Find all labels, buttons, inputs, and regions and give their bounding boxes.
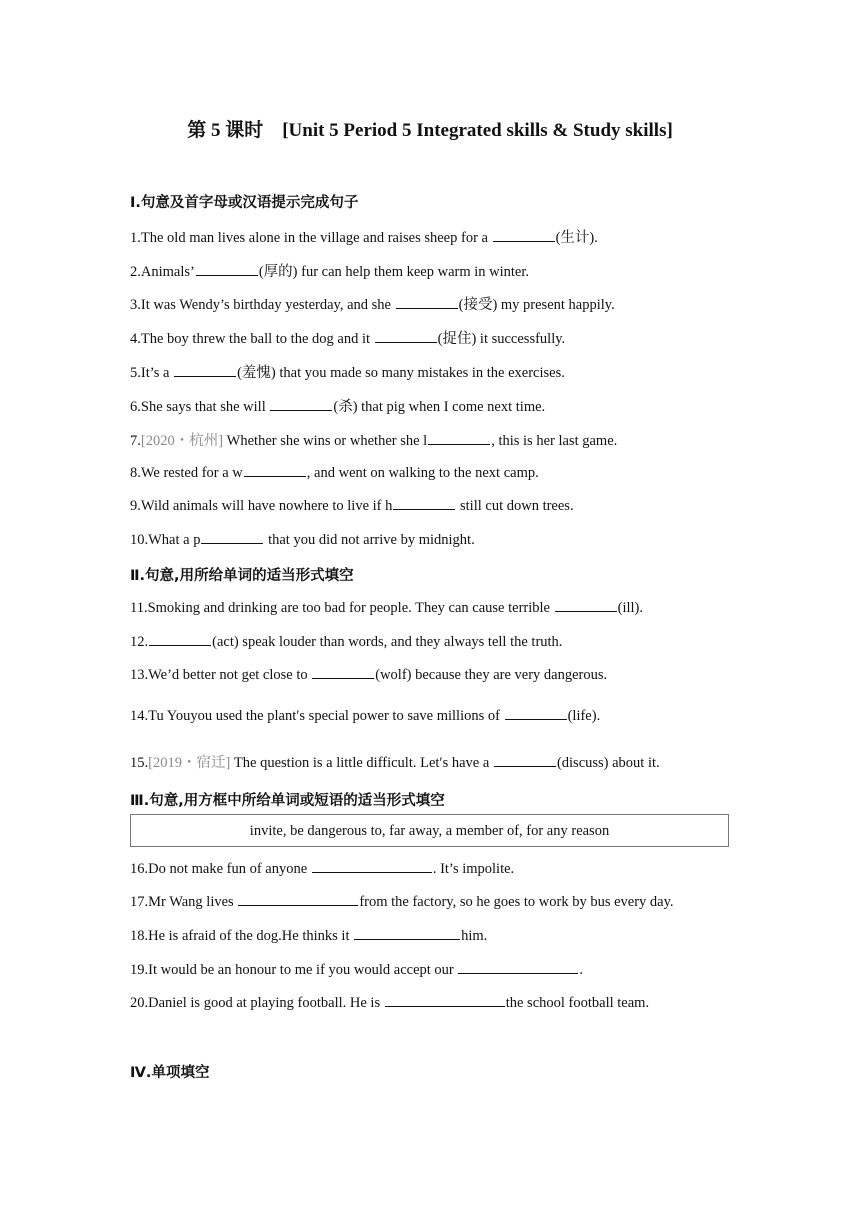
answer-blank[interactable] bbox=[174, 363, 236, 377]
question-5 bbox=[130, 361, 565, 382]
question-hint: (厚的) fur can help them keep warm in winter. bbox=[258, 264, 530, 280]
question-text: 5.It’s a bbox=[130, 365, 174, 381]
answer-blank[interactable] bbox=[312, 665, 374, 679]
question-2 bbox=[130, 260, 529, 281]
answer-blank[interactable] bbox=[385, 993, 505, 1007]
question-hint: (接受) my present happily. bbox=[458, 297, 615, 313]
question-hint: (wolf) because they are very dangerous. bbox=[375, 667, 608, 683]
question-text: Whether she wins or whether she l bbox=[223, 433, 428, 449]
question-text: 2.Animals’ bbox=[130, 264, 195, 280]
answer-blank[interactable] bbox=[555, 598, 617, 612]
question-source: [2020・杭州] bbox=[140, 433, 224, 449]
answer-blank[interactable] bbox=[458, 960, 578, 974]
question-18 bbox=[130, 926, 487, 945]
answer-blank[interactable] bbox=[396, 295, 458, 309]
section-3-heading: Ⅲ.句意,用方框中所给单词或短语的适当形式填空 bbox=[130, 793, 445, 809]
answer-blank[interactable] bbox=[428, 431, 490, 445]
answer-blank[interactable] bbox=[238, 892, 358, 906]
question-tail: that you did not arrive by midnight. bbox=[264, 532, 475, 548]
question-20 bbox=[130, 993, 649, 1012]
question-text: 11.Smoking and drinking are too bad for people. They can cause terrible bbox=[130, 600, 554, 616]
question-11 bbox=[130, 598, 643, 617]
question-16 bbox=[130, 859, 514, 878]
question-tail: . It’s impolite. bbox=[432, 861, 515, 877]
question-tail: still cut down trees. bbox=[456, 498, 574, 514]
question-source: [2019・宿迁] bbox=[148, 755, 231, 771]
question-text: 10.What a p bbox=[130, 532, 201, 548]
answer-blank[interactable] bbox=[270, 397, 332, 411]
question-14 bbox=[130, 706, 600, 725]
question-text: 1.The old man lives alone in the village and raises sheep for a bbox=[130, 230, 492, 246]
question-hint: (生计). bbox=[555, 230, 598, 246]
question-text: 14.Tu Youyou used the plant′s special power to save millions of bbox=[130, 708, 504, 724]
question-9 bbox=[130, 496, 574, 515]
question-hint: (discuss) about it. bbox=[556, 755, 660, 771]
question-6 bbox=[130, 395, 545, 416]
word-box: invite, be dangerous to, far away, a member of, for any reason bbox=[130, 814, 729, 847]
question-text: 17.Mr Wang lives bbox=[130, 894, 238, 910]
question-text: 12. bbox=[130, 634, 149, 650]
question-hint: (ill). bbox=[617, 600, 643, 616]
question-10 bbox=[130, 530, 475, 549]
question-tail: the school football team. bbox=[505, 995, 650, 1011]
answer-blank[interactable] bbox=[244, 463, 306, 477]
answer-blank[interactable] bbox=[149, 632, 211, 646]
question-hint: (捉住) it successfully. bbox=[437, 331, 566, 347]
section-1-heading: Ⅰ.句意及首字母或汉语提示完成句子 bbox=[130, 195, 359, 211]
question-8 bbox=[130, 463, 539, 482]
answer-blank[interactable] bbox=[312, 859, 432, 873]
question-3 bbox=[130, 293, 615, 314]
question-1 bbox=[130, 226, 598, 247]
question-text: 4.The boy threw the ball to the dog and it bbox=[130, 331, 374, 347]
answer-blank[interactable] bbox=[493, 228, 555, 242]
question-text: 13.We’d better not get close to bbox=[130, 667, 312, 683]
page-title: 第 5 课时 [Unit 5 Period 5 Integrated skills & Study skills] bbox=[187, 120, 673, 141]
question-hint: (羞愧) that you made so many mistakes in the exercises. bbox=[237, 365, 565, 381]
question-tail: from the factory, so he goes to work by bus every day. bbox=[359, 894, 674, 910]
answer-blank[interactable] bbox=[375, 329, 437, 343]
question-12 bbox=[130, 632, 562, 651]
question-text: 19.It would be an honour to me if you would accept our bbox=[130, 962, 458, 978]
question-text: The question is a little difficult. Let′s have a bbox=[230, 755, 493, 771]
answer-blank[interactable] bbox=[494, 753, 556, 767]
answer-blank[interactable] bbox=[354, 926, 460, 940]
question-text: 8.We rested for a w bbox=[130, 465, 243, 481]
question-text: 6.She says that she will bbox=[130, 399, 270, 415]
question-tail: him. bbox=[461, 928, 488, 944]
question-tail: . bbox=[579, 962, 584, 978]
question-7 bbox=[130, 429, 617, 450]
question-text: 16.Do not make fun of anyone bbox=[130, 861, 311, 877]
answer-blank[interactable] bbox=[196, 262, 258, 276]
question-number: 7. bbox=[130, 433, 141, 449]
question-19 bbox=[130, 960, 583, 979]
question-17 bbox=[130, 892, 674, 911]
answer-blank[interactable] bbox=[393, 496, 455, 510]
question-text: 18.He is afraid of the dog.He thinks it bbox=[130, 928, 354, 944]
answer-blank[interactable] bbox=[505, 706, 567, 720]
question-hint: (life). bbox=[567, 708, 601, 724]
question-number: 15. bbox=[130, 755, 149, 771]
section-2-heading: Ⅱ.句意,用所给单词的适当形式填空 bbox=[130, 568, 354, 584]
question-hint: (杀) that pig when I come next time. bbox=[333, 399, 546, 415]
question-tail: , this is her last game. bbox=[491, 433, 618, 449]
question-15 bbox=[130, 751, 660, 772]
question-text: 20.Daniel is good at playing football. He is bbox=[130, 995, 384, 1011]
question-4 bbox=[130, 327, 565, 348]
question-text: 3.It was Wendy’s birthday yesterday, and she bbox=[130, 297, 395, 313]
question-tail: , and went on walking to the next camp. bbox=[306, 465, 539, 481]
question-hint: (act) speak louder than words, and they always tell the truth. bbox=[212, 634, 563, 650]
section-4-heading: Ⅳ.单项填空 bbox=[130, 1065, 210, 1081]
question-13 bbox=[130, 665, 607, 684]
question-text: 9.Wild animals will have nowhere to live if h bbox=[130, 498, 393, 514]
answer-blank[interactable] bbox=[201, 530, 263, 544]
